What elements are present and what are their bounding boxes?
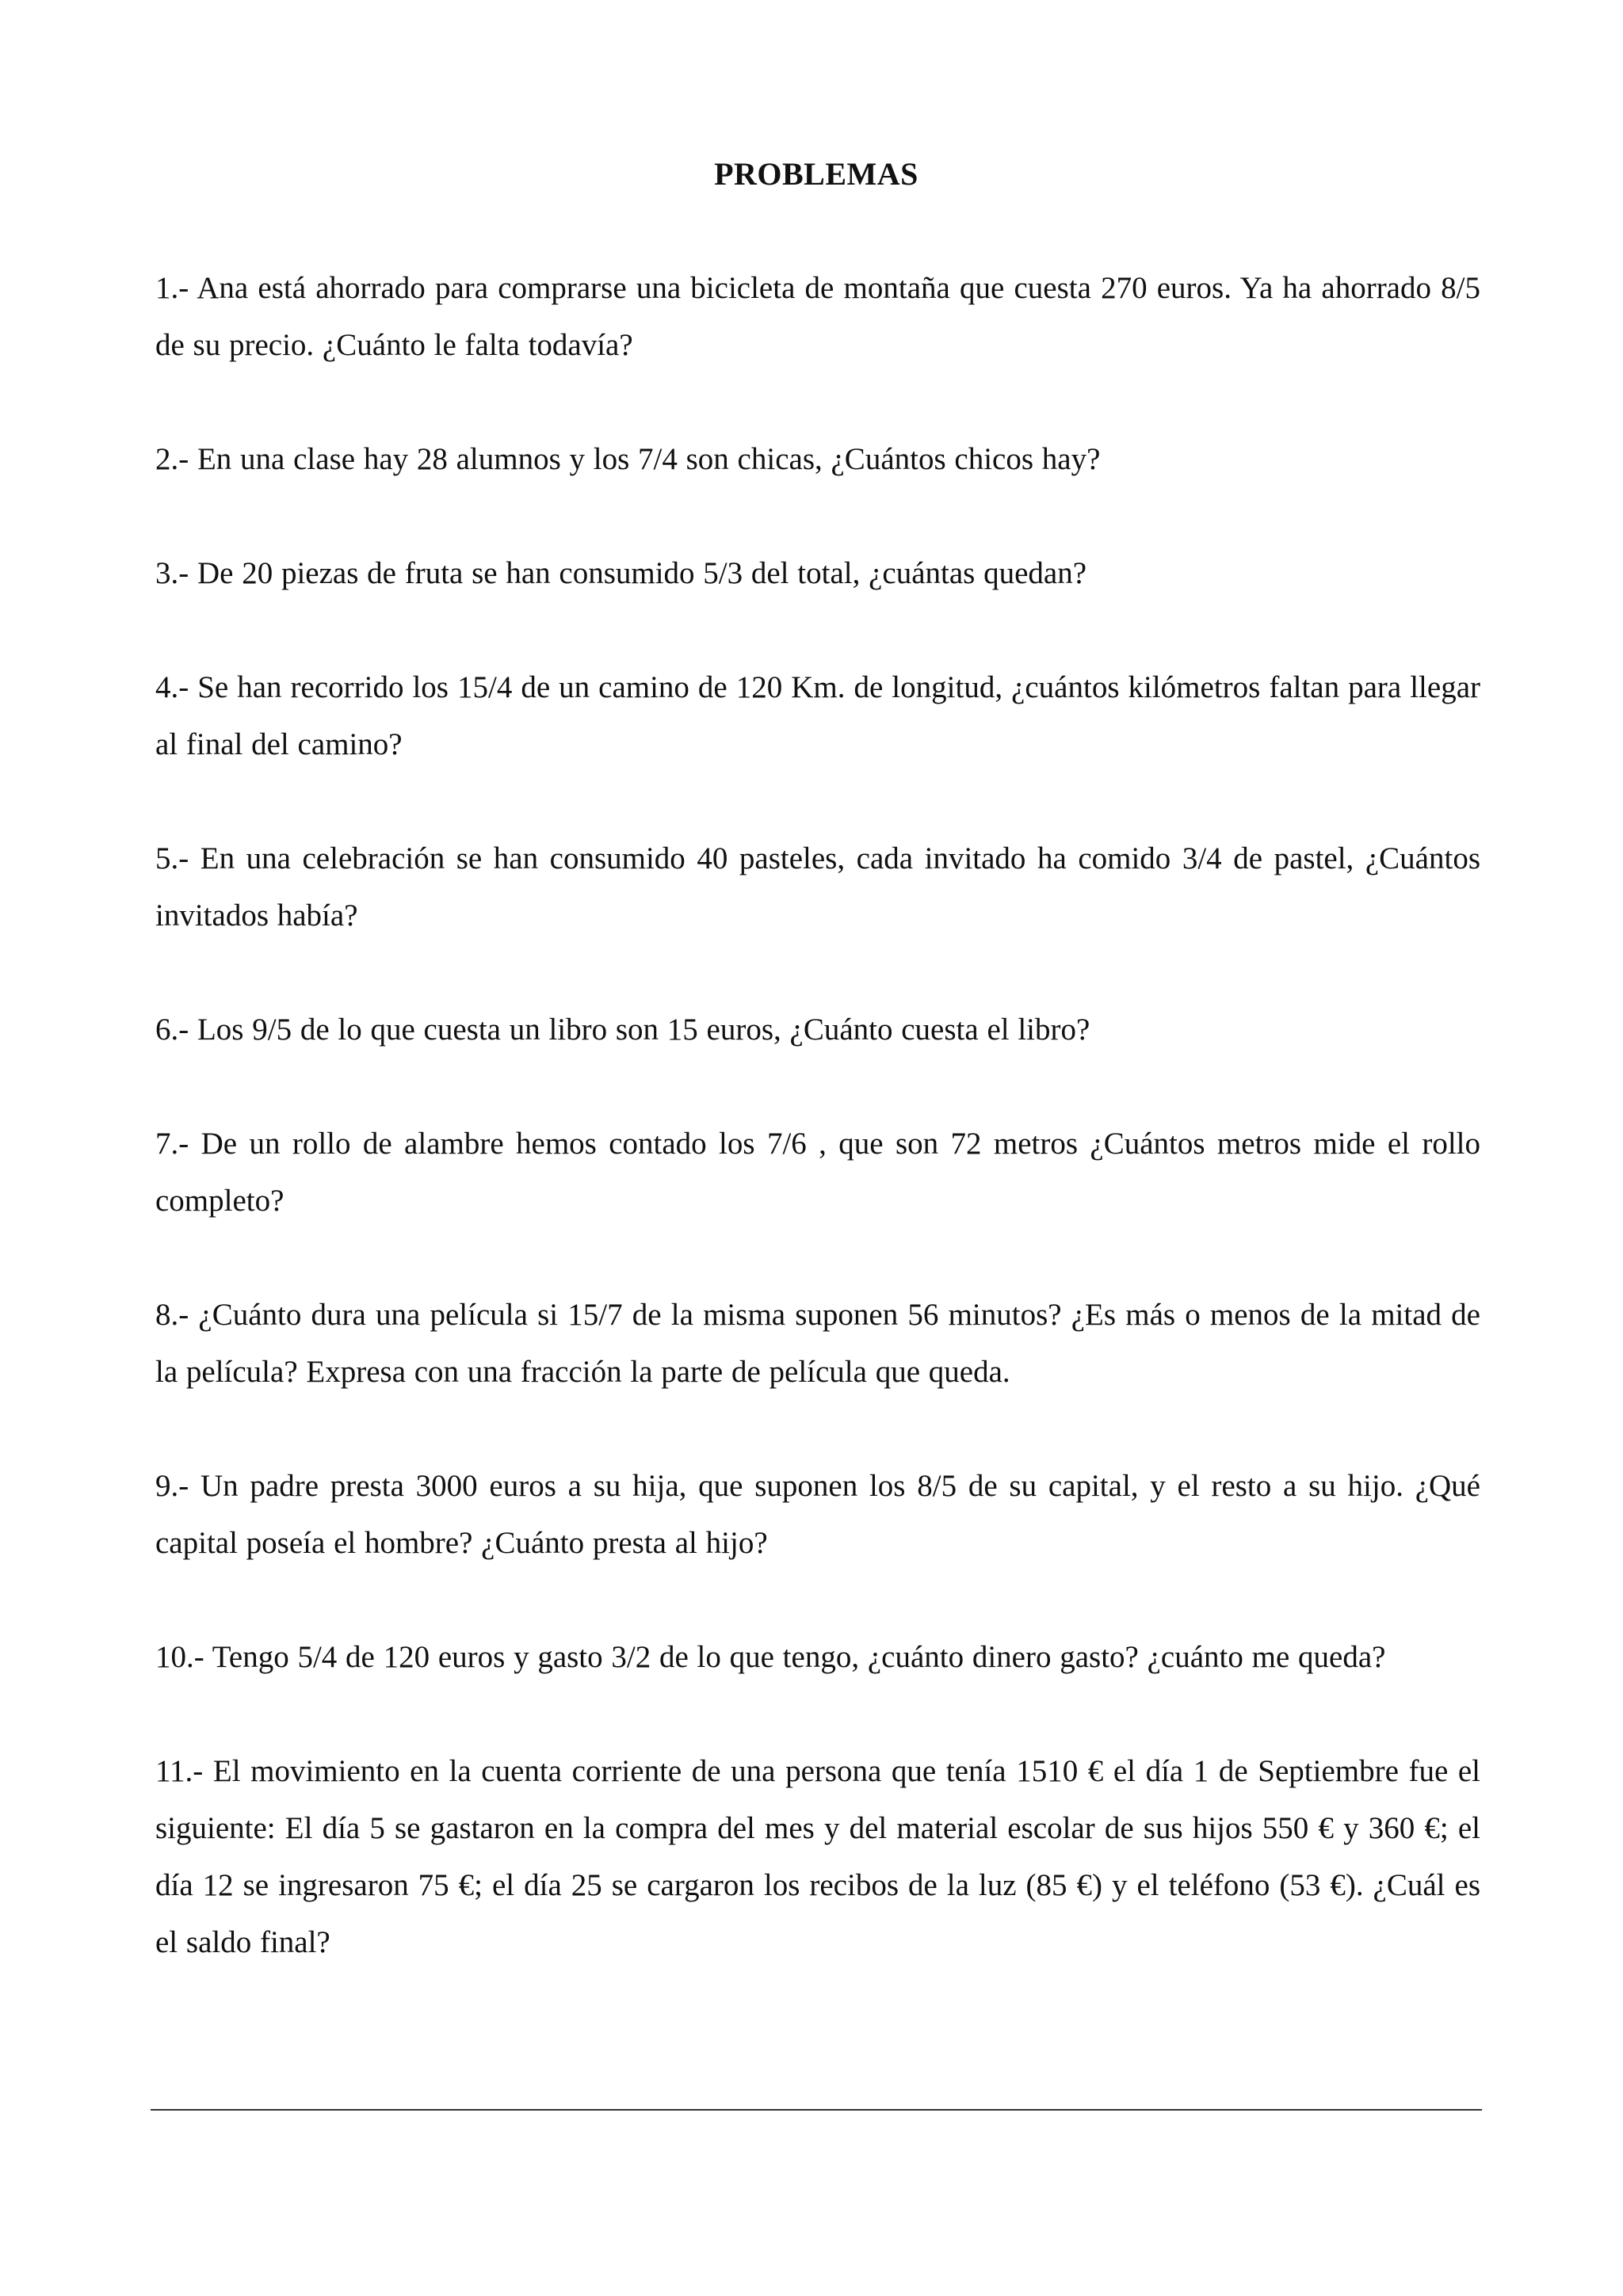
problem-4: 4.- Se han recorrido los 15/4 de un camino de 120 Km. de longitud, ¿cuántos kilómetros faltan para llegar al final del camino? <box>155 670 1480 761</box>
problem-9: 9.- Un padre presta 3000 euros a su hija, que suponen los 8/5 de su capital, y el resto a su hijo. ¿Qué capital poseía el hombre? ¿Cuánto presta al hijo? <box>155 1469 1480 1560</box>
problem-11: 11.- El movimiento en la cuenta corriente de una persona que tenía 1510 € el día 1 de Septiembre fue el siguiente: El día 5 se gastaron en la compra del mes y del material escolar de sus hijos 550 € y 360 €; el día 12 se ingresaron 75 €; el día 25 se cargaron los recibos de la luz (85 €) y el teléfono (53 €). ¿Cuál es el saldo final? <box>155 1754 1480 1959</box>
footer-divider <box>151 2109 1482 2111</box>
page-title: PROBLEMAS <box>714 156 918 192</box>
problem-5: 5.- En una celebración se han consumido 40 pasteles, cada invitado ha comido 3/4 de pastel, ¿Cuántos invitados había? <box>155 841 1480 933</box>
problem-10: 10.- Tengo 5/4 de 120 euros y gasto 3/2 de lo que tengo, ¿cuánto dinero gasto? ¿cuánto me queda? <box>155 1640 1386 1674</box>
problem-6: 6.- Los 9/5 de lo que cuesta un libro son 15 euros, ¿Cuánto cuesta el libro? <box>155 1013 1090 1047</box>
problem-7: 7.- De un rollo de alambre hemos contado los 7/6 , que son 72 metros ¿Cuántos metros mide el rollo completo? <box>155 1127 1480 1218</box>
problem-1: 1.- Ana está ahorrado para comprarse una bicicleta de montaña que cuesta 270 euros. Ya ha ahorrado 8/5 de su precio. ¿Cuánto le falta todavía? <box>155 271 1480 362</box>
problem-3: 3.- De 20 piezas de fruta se han consumido 5/3 del total, ¿cuántas quedan? <box>155 556 1087 590</box>
problem-2: 2.- En una clase hay 28 alumnos y los 7/4 son chicas, ¿Cuántos chicos hay? <box>155 442 1101 476</box>
problem-8: 8.- ¿Cuánto dura una película si 15/7 de la misma suponen 56 minutos? ¿Es más o menos de la mitad de la película? Expresa con una fracción la parte de película que queda. <box>155 1298 1480 1389</box>
